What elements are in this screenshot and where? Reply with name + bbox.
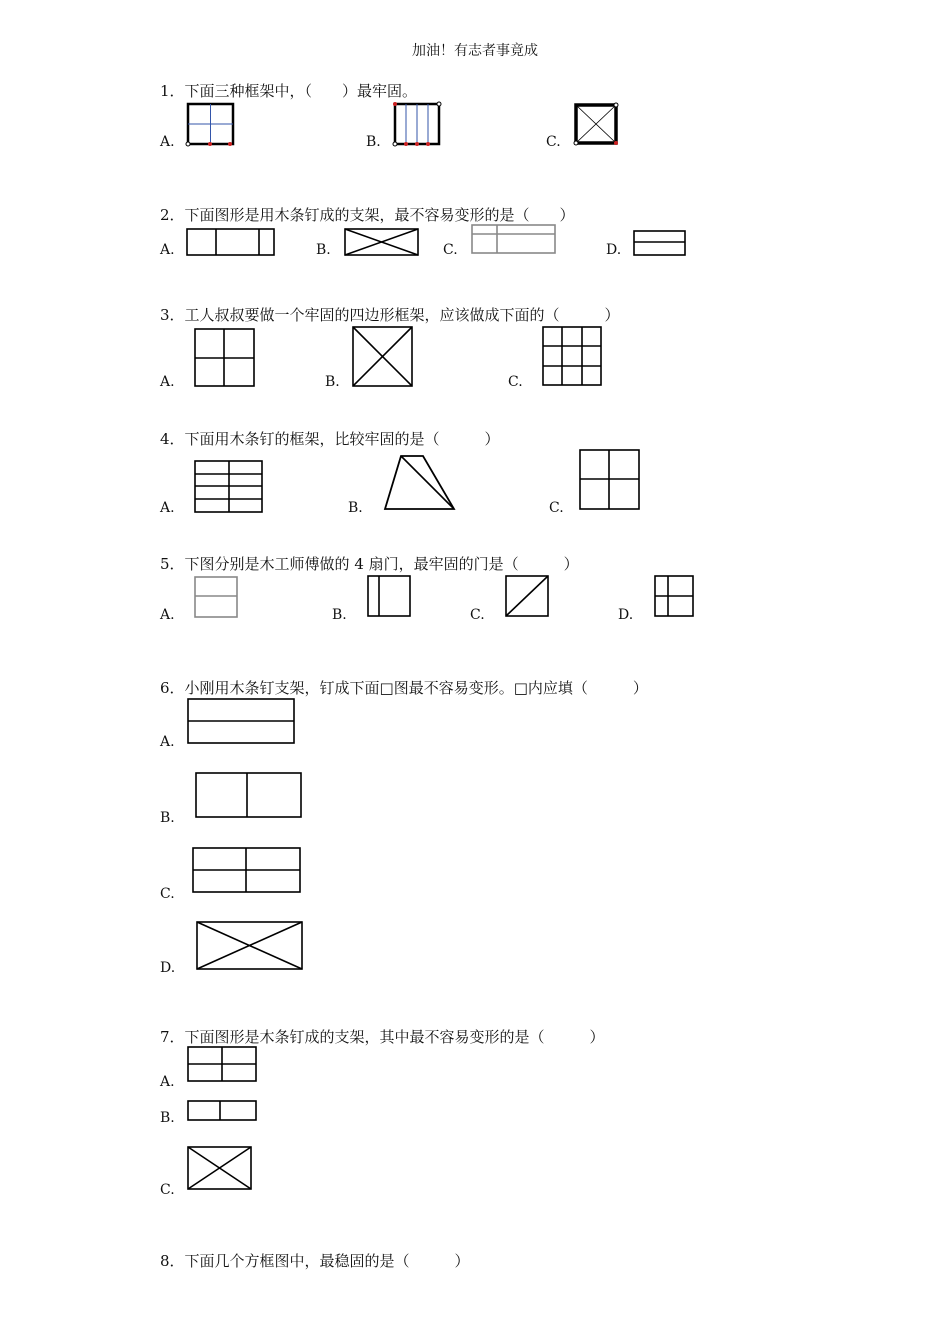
- q2-option-b[interactable]: B.: [316, 242, 331, 258]
- q2-option-a[interactable]: A.: [160, 242, 175, 258]
- q2-option-c[interactable]: C.: [443, 242, 458, 258]
- q4-option-a[interactable]: A.: [160, 500, 175, 516]
- q7-option-a[interactable]: A.: [160, 1074, 175, 1090]
- q5-option-d[interactable]: D.: [618, 607, 634, 623]
- question-1: 1．下面三种框架中，（ ）最牢固。: [160, 82, 418, 100]
- q7-figure-b: [187, 1100, 259, 1124]
- q3-figure-c: [542, 326, 604, 388]
- q1-option-a[interactable]: A.: [160, 134, 175, 150]
- q1-figure-c: [573, 102, 619, 146]
- q3-figure-a: [194, 328, 256, 388]
- question-4: 4．下面用木条钉的框架，比较牢固的是（ ）: [160, 430, 500, 448]
- q7-figure-a: [187, 1046, 259, 1084]
- q3-figure-b: [352, 326, 414, 388]
- q1-option-b[interactable]: B.: [366, 134, 381, 150]
- q4-figure-a: [194, 460, 264, 514]
- q6-figure-c: [192, 847, 304, 895]
- page-header: 加油！有志者事竟成: [412, 43, 538, 59]
- q5-option-c[interactable]: C.: [470, 607, 485, 623]
- q7-option-c[interactable]: C.: [160, 1182, 175, 1198]
- q2-figure-d: [633, 230, 687, 258]
- q5-option-a[interactable]: A.: [160, 607, 175, 623]
- q4-figure-c: [579, 449, 641, 511]
- q2-figure-a: [186, 228, 276, 258]
- q2-option-d[interactable]: D.: [606, 242, 622, 258]
- q6-option-c[interactable]: C.: [160, 886, 175, 902]
- q4-figure-b: [383, 454, 457, 512]
- q2-figure-b: [344, 228, 420, 258]
- question-2: 2．下面图形是用木条钉成的支架，最不容易变形的是（ ）: [160, 206, 575, 224]
- q3-option-c[interactable]: C.: [508, 374, 523, 390]
- q3-option-a[interactable]: A.: [160, 374, 175, 390]
- q3-option-b[interactable]: B.: [325, 374, 340, 390]
- q1-option-c[interactable]: C.: [546, 134, 561, 150]
- question-8: 8．下面几个方框图中，最稳固的是（ ）: [160, 1252, 470, 1270]
- q1-figure-b: [393, 102, 443, 146]
- q6-option-a[interactable]: A.: [160, 734, 175, 750]
- q5-figure-d: [654, 575, 696, 619]
- q5-figure-a: [194, 576, 240, 620]
- q7-figure-c: [187, 1146, 255, 1192]
- q6-figure-d: [196, 921, 306, 973]
- question-5: 5．下图分别是木工师傅做的 4 扇门，最牢固的门是（ ）: [160, 555, 579, 573]
- q5-option-b[interactable]: B.: [332, 607, 347, 623]
- q4-option-b[interactable]: B.: [348, 500, 363, 516]
- q6-option-b[interactable]: B.: [160, 810, 175, 826]
- q5-figure-c: [505, 575, 551, 619]
- question-3: 3．工人叔叔要做一个牢固的四边形框架，应该做成下面的（ ）: [160, 306, 620, 324]
- q4-option-c[interactable]: C.: [549, 500, 564, 516]
- q7-option-b[interactable]: B.: [160, 1110, 175, 1126]
- q1-figure-a: [186, 102, 236, 146]
- q6-option-d[interactable]: D.: [160, 960, 176, 976]
- question-6: 6．小刚用木条钉支架，钉成下面□图最不容易变形。□内应填（ ）: [160, 679, 648, 697]
- q6-figure-b: [195, 772, 305, 820]
- q6-figure-a: [187, 698, 297, 746]
- q2-figure-c: [471, 224, 557, 256]
- question-7: 7．下面图形是木条钉成的支架，其中最不容易变形的是（ ）: [160, 1028, 605, 1046]
- q5-figure-b: [367, 575, 413, 619]
